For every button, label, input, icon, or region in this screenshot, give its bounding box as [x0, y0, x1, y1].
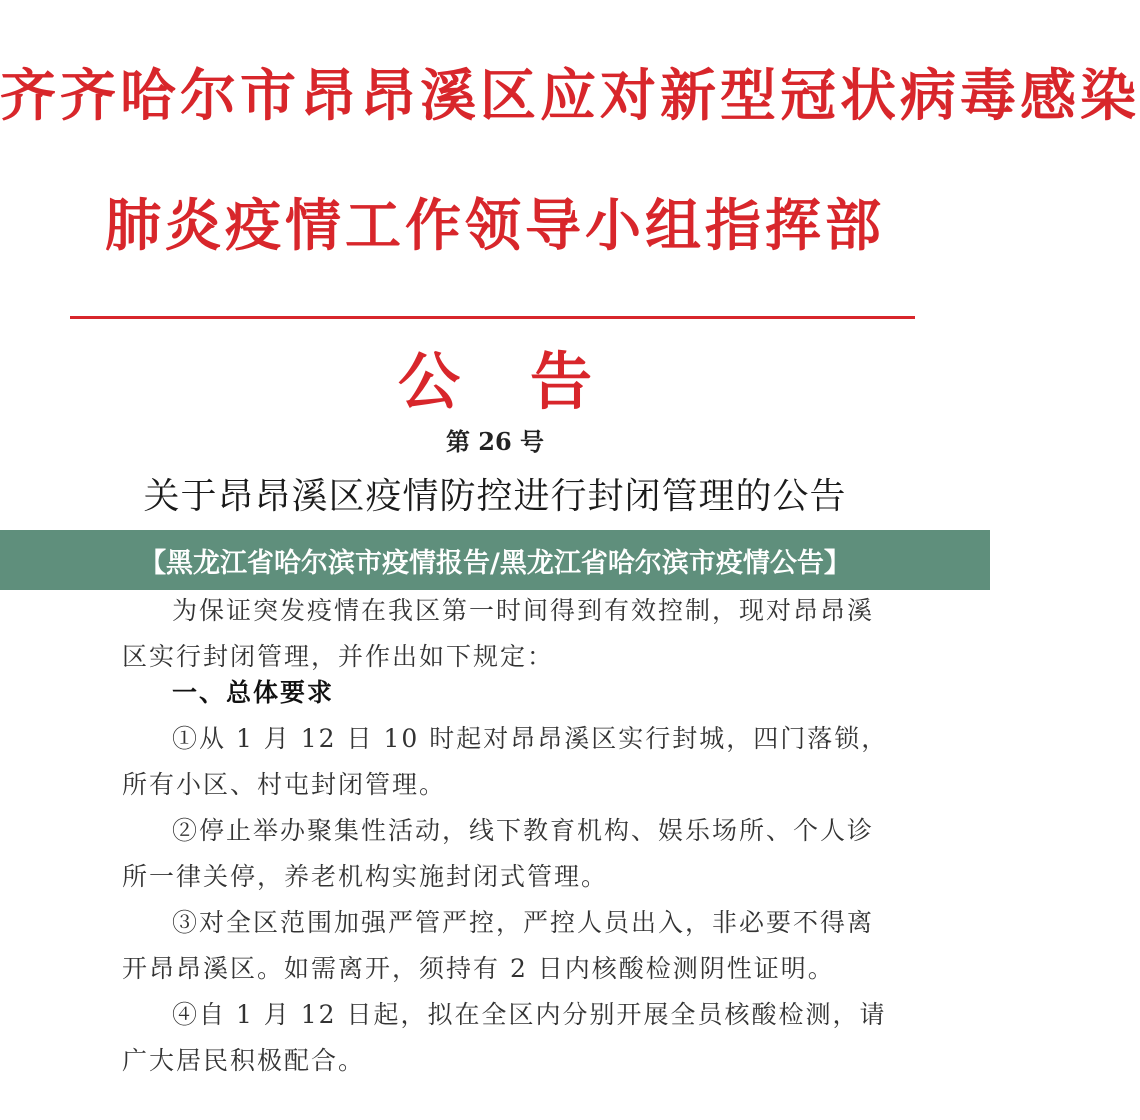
section-heading	[122, 670, 890, 716]
rule-items	[122, 716, 890, 1084]
article-title-banner	[0, 530, 990, 590]
section-1-heading: 一、总体要求	[172, 678, 335, 707]
intro-paragraph	[122, 588, 890, 680]
rule-item-3: ③对全区范围加强严管严控，严控人员出入，非必要不得离开昂昂溪区。如需离开，须持有 2 日内核酸检测阴性证明。	[122, 908, 875, 983]
intro-text: 为保证突发疫情在我区第一时间得到有效控制，现对昂昂溪区实行封闭管理，并作出如下规定：	[122, 596, 875, 671]
rule-item-1: ①从 1 月 12 日 10 时起对昂昂溪区实行封城，四门落锁，所有小区、村屯封闭管理。	[122, 724, 889, 799]
issuer-header-line-1: 齐齐哈尔市昂昂溪区应对新型冠状病毒感染	[0, 64, 1140, 129]
red-divider	[70, 316, 915, 319]
notice-heading: 公告	[397, 345, 662, 418]
document-number: 第 26 号	[445, 427, 545, 456]
rule-item-4: ④自 1 月 12 日起，拟在全区内分别开展全员核酸检测，请广大居民积极配合。	[122, 1000, 887, 1075]
document-title: 关于昂昂溪区疫情防控进行封闭管理的公告	[143, 476, 847, 517]
banner-title: 【黑龙江省哈尔滨市疫情报告/黑龙江省哈尔滨市疫情公告】	[139, 547, 851, 579]
rule-item-2: ②停止举办聚集性活动，线下教育机构、娱乐场所、个人诊所一律关停，养老机构实施封闭式管理。	[122, 816, 875, 891]
issuer-header-line-2: 肺炎疫情工作领导小组指挥部	[105, 194, 885, 259]
